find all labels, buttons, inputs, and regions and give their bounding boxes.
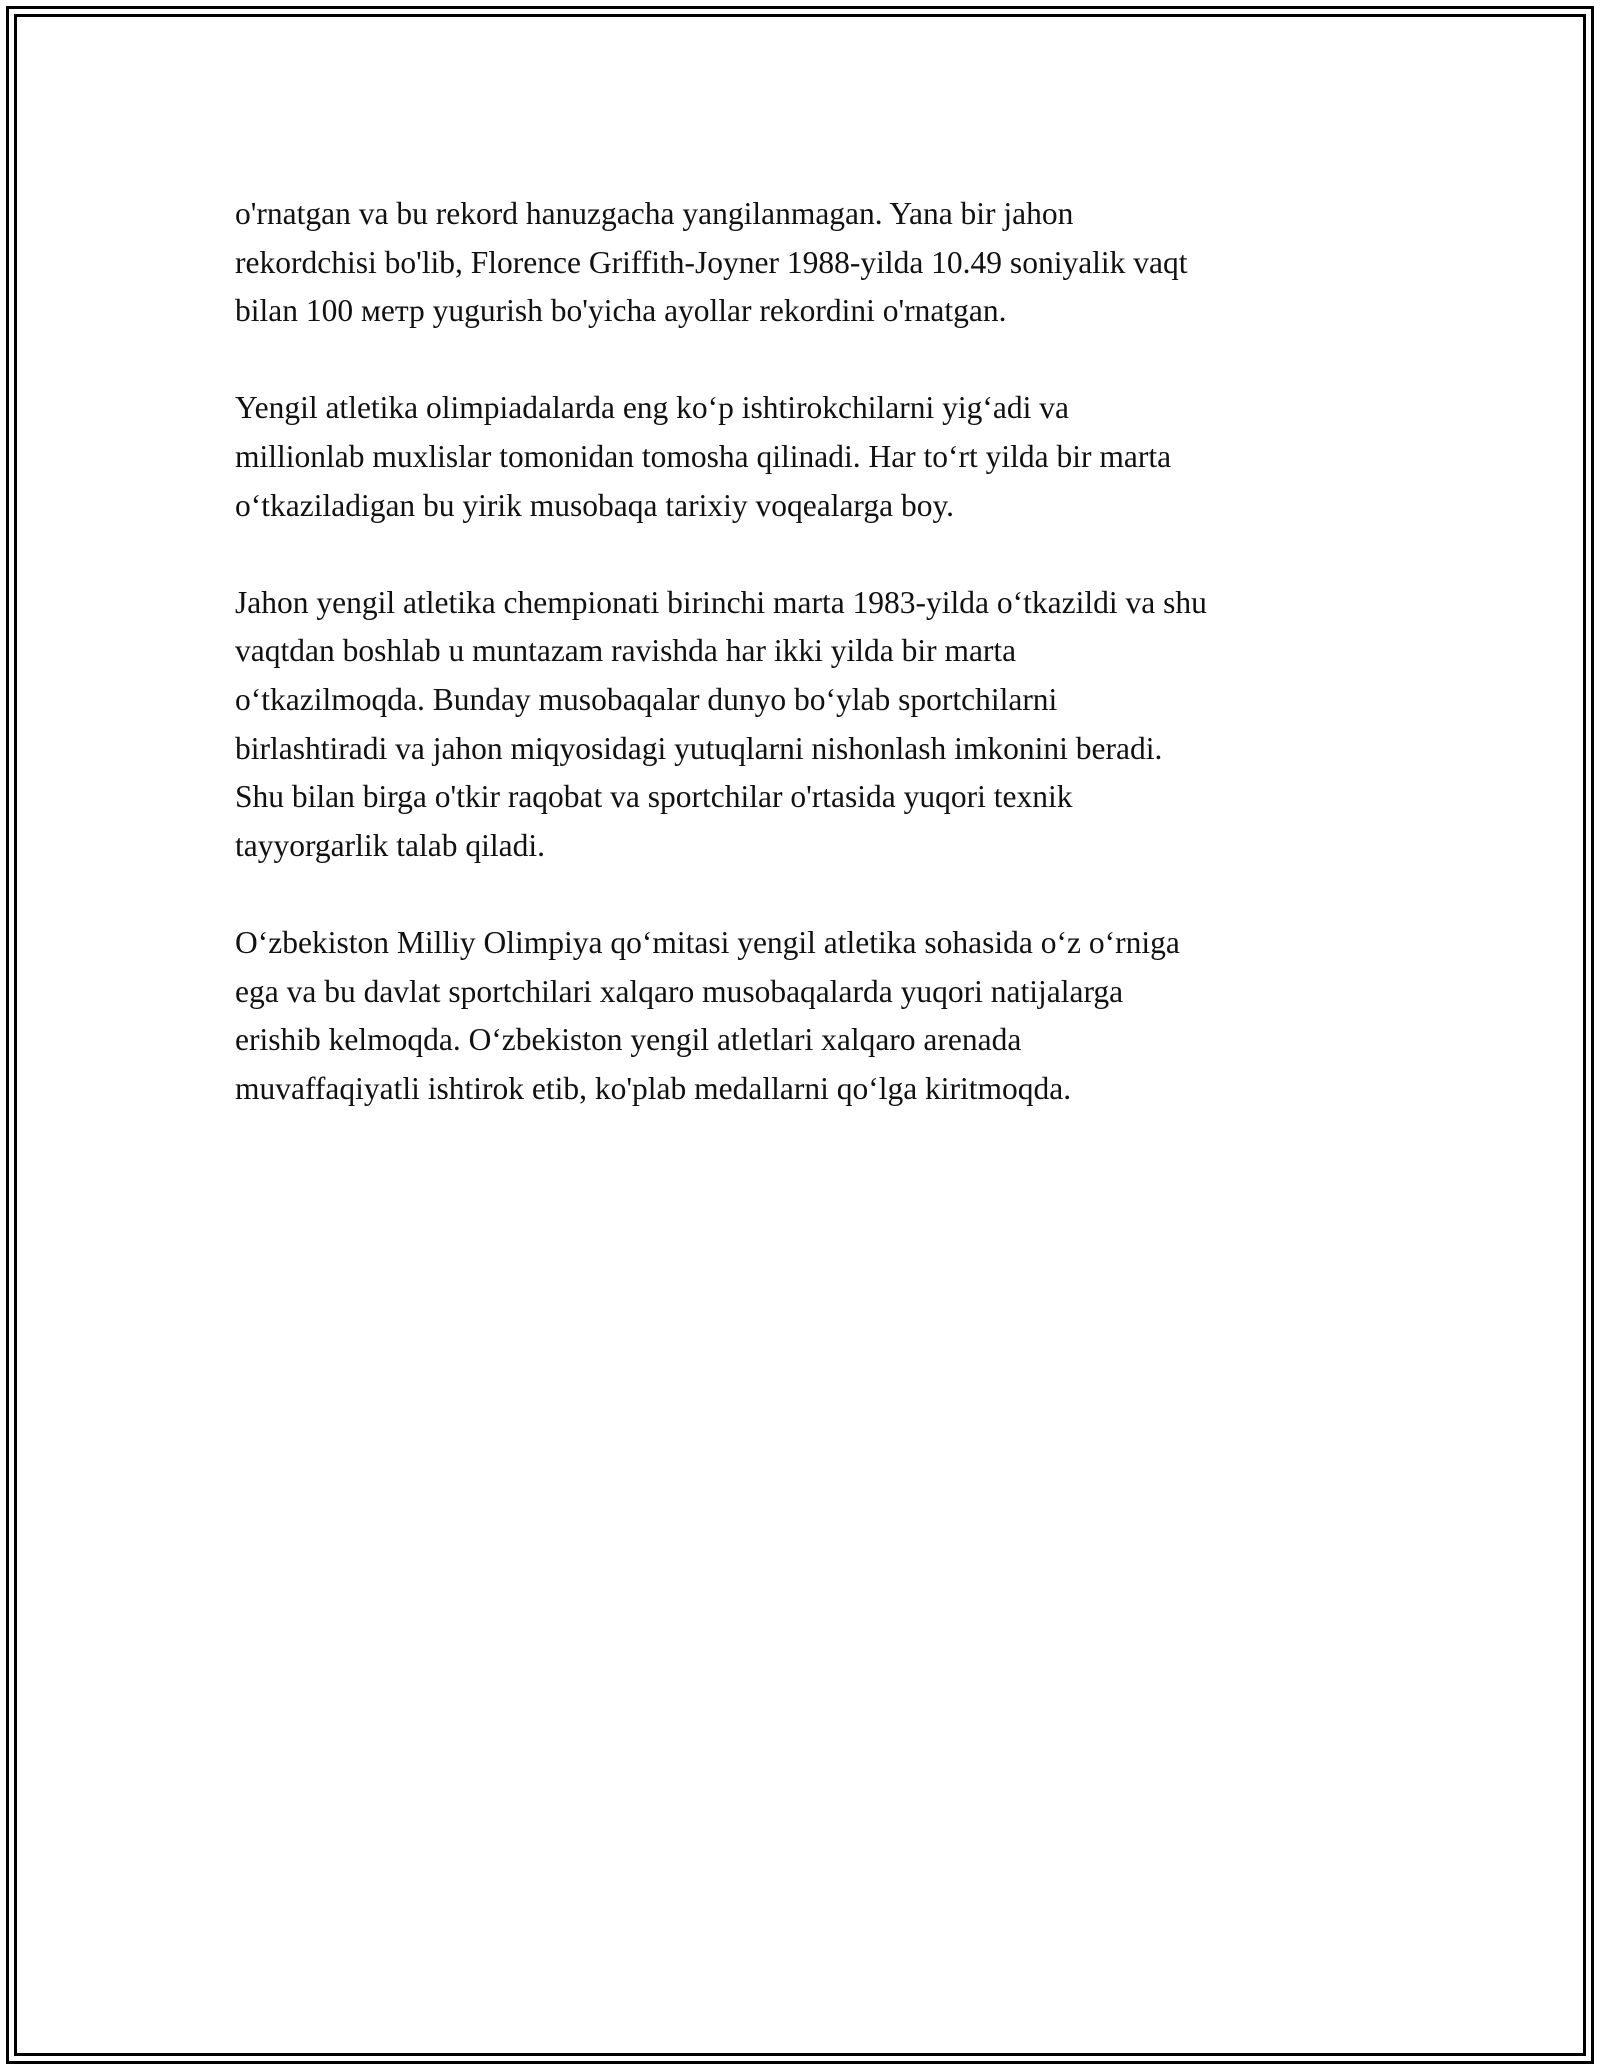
text-line: muvaffaqiyatli ishtirok etib, ko'plab medallarni qo‘lga kiritmoqda. [235,1070,1072,1106]
text-line: o‘tkaziladigan bu yirik musobaqa tarixiy voqealarga boy. [235,487,955,523]
document-body [235,190,1375,1162]
text-line: birlashtiradi va jahon miqyosidagi yutuqlarni nishonlash imkonini beradi. [235,730,1163,766]
text-line: millionlab muxlislar tomonidan tomosha qilinadi. Har to‘rt yilda bir marta [235,438,1172,474]
text-line: erishib kelmoqda. O‘zbekiston yengil atletlari xalqaro arenada [235,1022,1022,1058]
paragraph-2 [235,384,1375,530]
paragraph-1 [235,190,1375,336]
text-line: vaqtdan boshlab u muntazam ravishda har ikki yilda bir marta [235,633,1017,669]
text-line: bilan 100 метр yugurish bo'yicha ayollar rekordini o'rnatgan. [235,293,1007,329]
text-line: Jahon yengil atletika chempionati birinchi marta 1983-yilda o‘tkazildi va shu [235,584,1207,620]
text-line: ega va bu davlat sportchilari xalqaro musobaqalarda yuqori natijalarga [235,973,1124,1009]
text-line: o'rnatgan va bu rekord hanuzgacha yangilanmagan. Yana bir jahon [235,196,1074,231]
text-line: tayyorgarlik talab qiladi. [235,827,545,863]
paragraph-3 [235,579,1375,871]
paragraph-4 [235,919,1375,1113]
text-line: rekordchisi bo'lib, Florence Griffith-Joyner 1988-yilda 10.49 soniyalik vaqt [235,244,1188,280]
text-line: Yengil atletika olimpiadalarda eng ko‘p ishtirokchilarni yig‘adi va [235,390,1069,426]
text-line: Shu bilan birga o'tkir raqobat va sportchilar o'rtasida yuqori texnik [235,779,1073,815]
text-line: o‘tkazilmoqda. Bunday musobaqalar dunyo bo‘ylab sportchilarni [235,681,1058,717]
text-line: O‘zbekiston Milliy Olimpiya qo‘mitasi yengil atletika sohasida o‘z o‘rniga [235,924,1180,960]
